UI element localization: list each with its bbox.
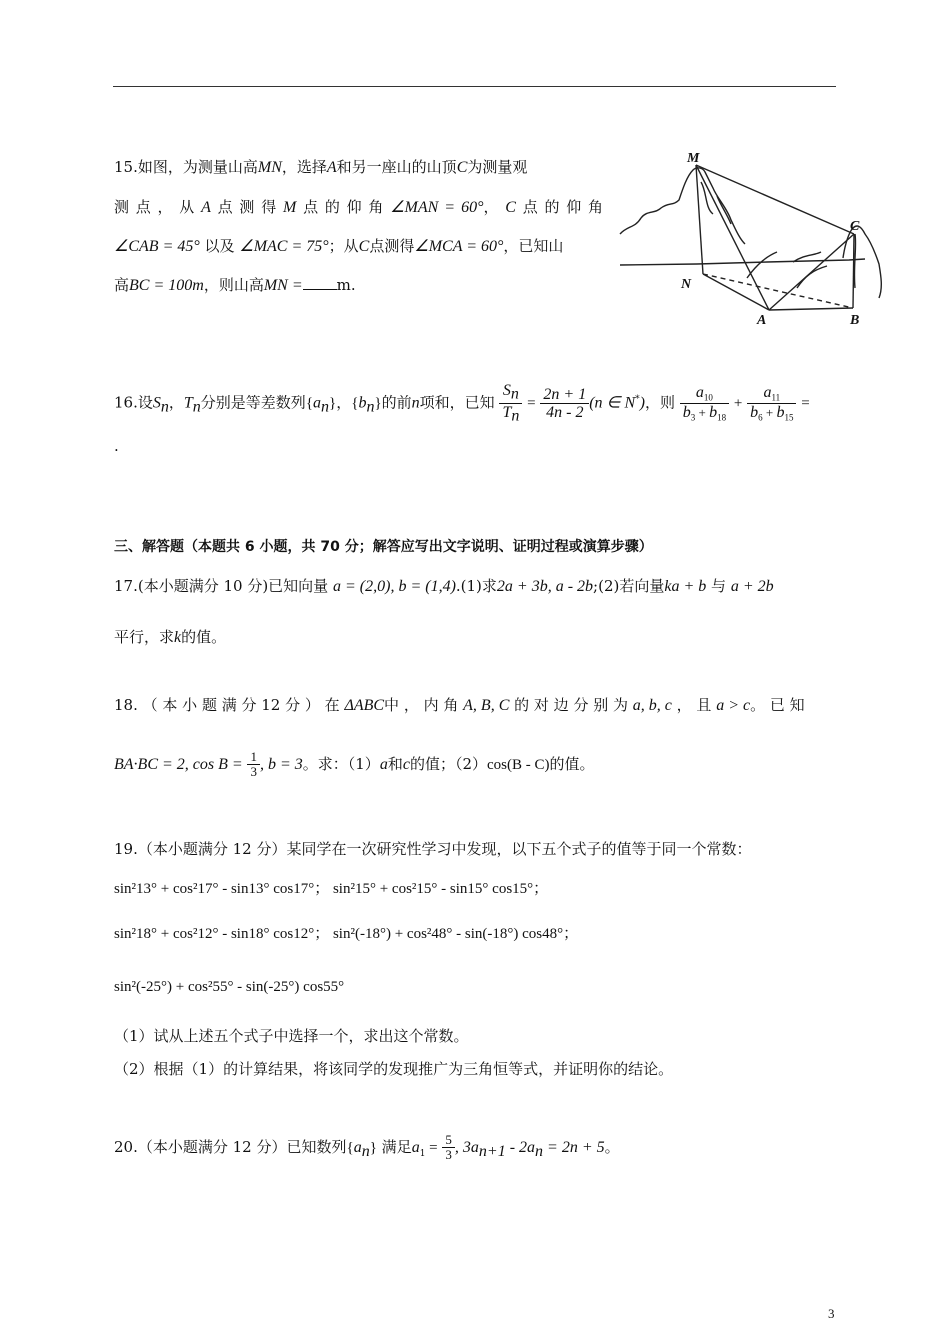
fraction-five-thirds: $\frac{5}{3}$ <box>442 1133 455 1163</box>
q19-expr-row2: sin²18° + cos²12° - sin18° cos12°； sin²(-18°) + cos²48° - sin(-18°) cos48°； <box>114 926 579 942</box>
right-mountain-detail <box>854 234 855 288</box>
fraction-a11: $\frac{a_{11}}{b_6 + b_{15}}$ <box>747 384 796 424</box>
q16-end-dot: . <box>114 437 119 455</box>
q20-line1: 20.（本小题满分 12 分）已知数列$\{a_n\}$ 满足$a_1$ = $\frac{5}{3}$ , $3a_{n+1} - 2a_n = 2n + 5$。 <box>114 1132 620 1163</box>
q19-line1: 19.（本小题满分 12 分）某同学在一次研究性学习中发现，以下五个式子的值等于同一个常数： <box>114 840 752 858</box>
page-number: 3 <box>828 1306 835 1321</box>
q19-expr-row1: sin²13° + cos²17° - sin13° cos17°； sin²15° + cos²15° - sin15° cos15°； <box>114 881 549 897</box>
fraction-a10: $\frac{a_{10}}{b_3 + b_{18}}$ <box>680 384 729 424</box>
label-C: C <box>850 219 860 234</box>
right-mountain-outline <box>843 226 881 298</box>
label-B: B <box>850 313 860 328</box>
line-CB <box>853 234 854 308</box>
label-M: M <box>687 151 700 166</box>
section-heading: 三、解答题（本题共 6 小题，共 70 分；解答应写出文字说明、证明过程或演算步骤） <box>114 539 653 555</box>
line-AB <box>769 308 853 310</box>
q15-line2: 测 点 ， 从 A 点 测 得 M 点 的 仰 角 ∠MAN = 60°， C 点 的 仰 角 <box>114 198 604 216</box>
line-NA <box>703 274 769 310</box>
line-NB <box>703 274 853 308</box>
q15-line3: ∠CAB = 45° 以及 ∠MAC = 75°；从C点测得∠MCA = 60°，已知山 <box>114 237 564 255</box>
q16-line1: 16.设$S_n$，$T_n$分别是等差数列$\{a_n\}$，$\{b_n\}$的前n项和，已知 $\frac{S_n}{T_n}$ = $\frac{2n + 1}{4n - 2}$ (n ∈ N*)，则 $\frac{a_{10}}{b_3 + b_{18}}$ + $\frac{a_{11}}{b_6 + b_{15}}$ = <box>114 382 810 425</box>
q18-line2: BA·BC = 2, cos B = $\frac{1}{3}$ , b = 3。求：（1）a和c的值；（2）cos(B - C)的值。 <box>114 749 595 780</box>
q17-line2: 平行，求k的值。 <box>114 628 227 646</box>
header-rule <box>113 86 836 87</box>
terrain-strokes <box>747 252 827 288</box>
left-mountain-detail <box>701 182 731 224</box>
q19-sub2: （2）根据（1）的计算结果，将该同学的发现推广为三角恒等式，并证明你的结论。 <box>114 1060 674 1078</box>
q15-line4: 高BC = 100m，则山高MN = m. <box>114 276 356 294</box>
q18-line1: 18. （ 本 小 题 满 分 12 分 ） 在 ΔABC中 ， 内 角 A, B, C 的 对 边 分 别 为 a, b, c ， 且 a > c。 已 知 <box>114 696 805 714</box>
left-mountain-outline <box>620 168 745 244</box>
q19-expr-row3: sin²(-25°) + cos²55° - sin(-25°) cos55° <box>114 979 345 995</box>
q15-line1: 15.如图，为测量山高MN，选择A和另一座山的山顶C为测量观 <box>114 158 528 176</box>
q19-sub1: （1）试从上述五个式子中选择一个，求出这个常数。 <box>114 1027 469 1045</box>
fraction-one-third: $\frac{1}{3}$ <box>247 750 260 780</box>
line-MA <box>696 165 769 310</box>
fraction-ratio: $\frac{2n + 1}{4n - 2}$ <box>540 386 589 422</box>
mountain-figure <box>617 148 887 333</box>
label-A: A <box>757 313 767 328</box>
answer-blank <box>303 289 337 290</box>
label-N: N <box>681 277 692 292</box>
q17-line1: 17.(本小题满分 10 分)已知向量 a = (2,0), b = (1,4).(1)求2a + 3b, a - 2b;(2)若向量ka + b 与 a + 2b <box>114 577 774 595</box>
ground-line <box>620 259 865 265</box>
line-MN <box>696 165 703 274</box>
fraction-S-over-T: $\frac{S_n}{T_n}$ <box>499 382 522 425</box>
